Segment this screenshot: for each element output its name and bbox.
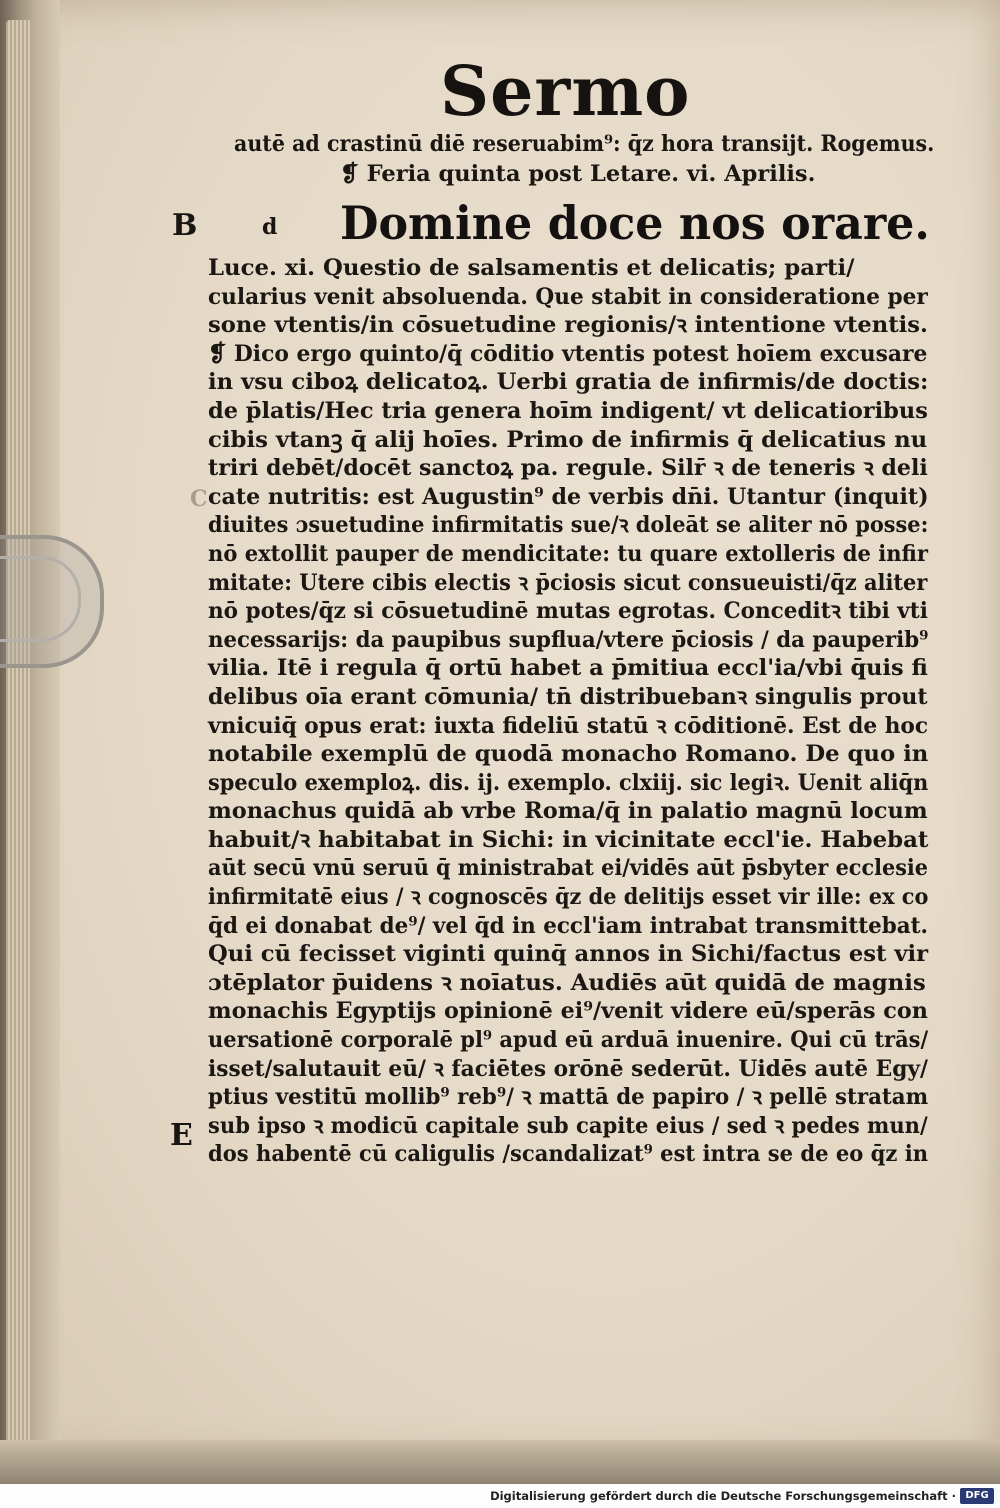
dfg-logo-icon: DFG: [960, 1488, 994, 1504]
text-line: mitate: Utere cibis electis ꝛ p̄ciosis sicut consueuisti/q̄z aliter: [208, 569, 928, 596]
page-stack-edge: [6, 20, 32, 1460]
text-line: sub ipso ꝛ modicū capitale sub capite eius / sed ꝛ pedes mun/: [208, 1112, 928, 1139]
top-line: autē ad crastinū diē reseruabim⁹: q̄z hora transijt. Rogemus.: [234, 131, 935, 157]
text-line: de p̄latis/Hec tria genera hoīm indigent/ vt delicatioribus: [208, 397, 928, 424]
text-line: dos habentē cū caligulis /scandalizat⁹ est intra se de eo q̄z in: [208, 1141, 929, 1168]
margin-letter-b: B: [172, 208, 198, 243]
body-text: [208, 254, 928, 1169]
text-line: triri debēt/docēt sanctoꝝ pa. regule. Silr̄ ꝛ de teneris ꝛ deli: [208, 455, 928, 482]
text-line: nō extollit pauper de mendicitate: tu quare extolleris de infir: [208, 540, 928, 567]
text-line: habuit/ꝛ habitabat in Sichi: in vicinitate eccl'ie. Habebat: [208, 826, 929, 853]
text-line: monachus quidā ab vrbe Roma/q̄ in palatio magnū locum: [208, 798, 928, 825]
text-line: cate nutritis: est Augustin⁹ de verbis dn̄i. Utantur (inquit): [208, 483, 929, 510]
text-line: diuites ɔsuetudine infirmitatis sue/ꝛ doleāt se aliter nō posse:: [208, 512, 929, 539]
feria-line: ❡ Feria quinta post Letare. vi. Aprilis.: [340, 161, 816, 187]
margin-letter-d: d: [262, 214, 278, 240]
text-line: Qui cū fecisset viginti quinq̄ annos in Sichi/factus est vir: [208, 941, 929, 968]
margin-letter-c: C: [190, 486, 208, 512]
text-line: cularius venit absoluenda. Que stabit in consideratione per: [208, 283, 928, 310]
text-line: aūt secū vnū seruū q̄ ministrabat ei/vidēs aūt p̄sbyter ecclesie: [208, 855, 928, 882]
margin-letter-e: E: [170, 1118, 193, 1153]
text-line: ɔtēplator p̄uidens ꝛ noīatus. Audiēs aūt quidā de magnis: [208, 969, 926, 996]
text-line: vnicuiq̄ opus erat: iuxta fideliū statū ꝛ cōditionē. Est de hoc: [208, 712, 929, 739]
text-line: ❡ Dico ergo quinto/q̄ cōditio vtentis potest hoīem excusare: [208, 340, 928, 367]
text-line: Luce. xi. Questio de salsamentis et delicatis; parti/: [208, 255, 855, 281]
text-line: q̄d ei donabat de⁹/ vel q̄d in eccl'iam intrabat transmittebat.: [208, 912, 929, 939]
text-line: speculo exemploꝝ. dis. ij. exemplo. clxiij. sic legiꝛ. Uenit aliq̄n: [208, 769, 929, 796]
incipit-line: Domine doce nos orare.: [340, 196, 930, 250]
footer-credit: Digitalisierung gefördert durch die Deutsche Forschungsgemeinschaft ·: [490, 1489, 956, 1503]
text-line: ptius vestitū mollib⁹ reb⁹/ ꝛ mattā de papiro / ꝛ pellē stratam: [208, 1084, 929, 1111]
text-line: sone vtentis/in cōsuetudine regionis/ꝛ intentione vtentis.: [208, 312, 928, 339]
text-line: delibus oīa erant cōmunia/ tn̄ distribuebanꝛ singulis prout: [208, 683, 928, 710]
text-line: monachis Egyptijs opinionē ei⁹/venit videre eū/sperās con: [208, 998, 928, 1025]
text-line: vilia. Itē i regula q̄ ortū habet a p̄mitiua eccl'ia/vbi q̄uis fi: [208, 655, 928, 682]
text-line: isset/salutauit eū/ ꝛ faciētes orōnē sederūt. Uidēs autē Egy/: [208, 1055, 928, 1082]
text-line: uersationē corporalē pl⁹ apud eū arduā inuenire. Qui cū trās/: [208, 1027, 929, 1054]
text-line: in vsu ciboꝝ delicatoꝝ. Uerbi gratia de infirmis/de doctis:: [208, 369, 929, 396]
text-line: nō potes/q̄z si cōsuetudinē mutas egrotas. Conceditꝛ tibi vti: [208, 598, 928, 625]
page-bottom-shadow: [0, 1440, 1000, 1484]
paper-clip-inner: [0, 556, 81, 642]
running-title: Sermo: [440, 52, 691, 132]
text-line: cibis vtanꝫ q̄̄ alij hoīes. Primo de infirmis q̄ delicatius nu: [208, 426, 928, 453]
text-line: notabile exemplū de quodā monacho Romano. De quo in: [208, 741, 929, 768]
digitization-footer: [0, 1484, 1000, 1508]
text-line: necessarijs: da paupibus supflua/vtere p̄ciosis / da pauperib⁹: [208, 626, 929, 653]
text-line: infirmitatē eius / ꝛ cognoscēs q̄z de delitijs esset vir ille: ex co: [208, 884, 929, 911]
